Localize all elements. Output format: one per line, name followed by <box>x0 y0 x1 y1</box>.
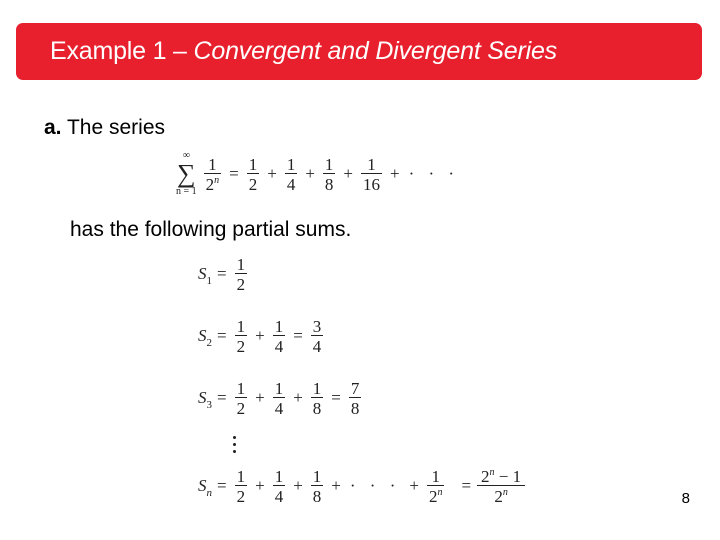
s3-result <box>349 380 362 417</box>
frac-num: 1 <box>286 154 296 174</box>
frac-den: 2 <box>248 174 258 194</box>
frac-num: 1 <box>274 316 284 336</box>
frac-den: 4 <box>286 174 296 194</box>
sum-label <box>198 264 212 287</box>
title-italic: Convergent and Divergent Series <box>193 37 557 65</box>
frac-den: 2 <box>236 486 246 506</box>
series-general-term <box>204 156 222 193</box>
sum-subscript: 3 <box>206 399 212 411</box>
s3-term <box>273 380 286 417</box>
sum-subscript: 2 <box>206 337 212 349</box>
frac-den: 8 <box>350 398 360 418</box>
sn-term <box>311 468 324 505</box>
frac-num: 1 <box>236 466 246 486</box>
partial-sum-s2: $S_2$ = $\frac{1}{2}$ + $\frac{1}{4}$ = $\frac{3}{4}$ <box>198 316 322 356</box>
partial-sum-sn: $S_n$ = $\frac{1}{2}$ + $\frac{1}{4}$ + $\frac{1}{8}$ + · · · + $\frac{1}{2^n}$ = $\frac{2^n - 1}{2^n}$ <box>198 462 526 510</box>
sum-label <box>198 326 212 349</box>
num-rest: − 1 <box>494 466 522 486</box>
series-ellipsis: · · · <box>408 164 460 183</box>
slide-title-bar <box>16 23 702 80</box>
frac-num <box>479 468 523 485</box>
sum-symbol: S <box>198 326 207 345</box>
sn-result <box>479 468 523 505</box>
page-number: 8 <box>681 490 690 507</box>
frac-den: 4 <box>274 486 284 506</box>
frac-den: 2 <box>236 336 246 356</box>
frac-den: 4 <box>274 398 284 418</box>
sn-ellipsis: · · · <box>349 476 401 495</box>
sum-symbol: S <box>198 264 207 283</box>
s2-term <box>273 318 286 355</box>
sum-symbol: S <box>198 476 207 495</box>
title-main: Example 1 – <box>50 37 194 65</box>
sigma-upper: ∞ <box>182 150 190 161</box>
partial-sums-intro: has the following partial sums. <box>70 218 352 241</box>
frac-den: 2 <box>236 398 246 418</box>
s3-term <box>311 380 324 417</box>
sigma-symbol: ∞ ∑ n = 1 <box>176 150 197 197</box>
sn-last-term <box>427 468 445 505</box>
frac-den: 4 <box>312 336 322 356</box>
frac-den: 8 <box>312 398 322 418</box>
sum-label <box>198 476 212 499</box>
sn-term <box>273 468 286 505</box>
frac-den: 8 <box>324 174 334 194</box>
sum-subscript: n <box>206 487 212 499</box>
frac-den: 8 <box>312 486 322 506</box>
intro-text <box>44 116 165 140</box>
sum-subscript: 1 <box>206 275 212 287</box>
series-term <box>247 156 260 193</box>
series-equation: ∞ ∑ n = 1 $\frac{1}{2^n}$ = $\frac{1}{2}$ + $\frac{1}{4}$ + $\frac{1}{8}$ + $\frac{1}{16}$ + · · · <box>176 150 460 197</box>
vertical-ellipsis <box>232 436 238 457</box>
sigma-lower: n = 1 <box>176 186 197 197</box>
frac-den: 4 <box>274 336 284 356</box>
den-base: 2 <box>428 486 438 506</box>
s2-term <box>235 318 248 355</box>
frac-num: 1 <box>236 378 246 398</box>
frac-num: 1 <box>312 466 322 486</box>
series-term <box>361 156 382 193</box>
partial-sum-s3: $S_3$ = $\frac{1}{2}$ + $\frac{1}{4}$ + $\frac{1}{8}$ = $\frac{7}{8}$ <box>198 378 360 418</box>
frac-num: 1 <box>248 154 258 174</box>
den-exp: n <box>502 486 508 498</box>
slide-title <box>50 37 557 66</box>
den-base: 2 <box>205 174 215 194</box>
frac-num: 1 <box>236 254 246 274</box>
intro-label: a. <box>44 116 62 139</box>
frac-den <box>204 173 222 193</box>
frac-num: 3 <box>312 316 322 336</box>
sum-symbol: S <box>198 388 207 407</box>
frac-den <box>477 485 525 505</box>
frac-num: 1 <box>274 378 284 398</box>
sum-label <box>198 388 212 411</box>
s3-term <box>235 380 248 417</box>
num-base: 2 <box>481 466 490 486</box>
frac-num: 7 <box>350 378 360 398</box>
den-base: 2 <box>494 486 503 506</box>
frac-num: 1 <box>208 154 217 174</box>
sn-term <box>235 468 248 505</box>
num-exp: n <box>489 466 495 478</box>
s1-value <box>235 256 248 293</box>
frac-num: 1 <box>312 378 322 398</box>
frac-den <box>427 485 445 505</box>
series-term <box>285 156 298 193</box>
frac-num: 1 <box>431 466 440 486</box>
frac-num: 1 <box>324 154 334 174</box>
frac-num: 1 <box>367 154 376 174</box>
frac-den: 16 <box>363 174 381 194</box>
intro-body: The series <box>61 116 166 139</box>
partial-sum-s1: $S_1$ = $\frac{1}{2}$ <box>198 254 246 294</box>
frac-den: 2 <box>236 274 246 294</box>
frac-num: 1 <box>236 316 246 336</box>
den-exp: n <box>214 174 220 186</box>
s2-result <box>311 318 324 355</box>
den-exp: n <box>437 486 443 498</box>
series-term <box>323 156 336 193</box>
frac-num: 1 <box>274 466 284 486</box>
